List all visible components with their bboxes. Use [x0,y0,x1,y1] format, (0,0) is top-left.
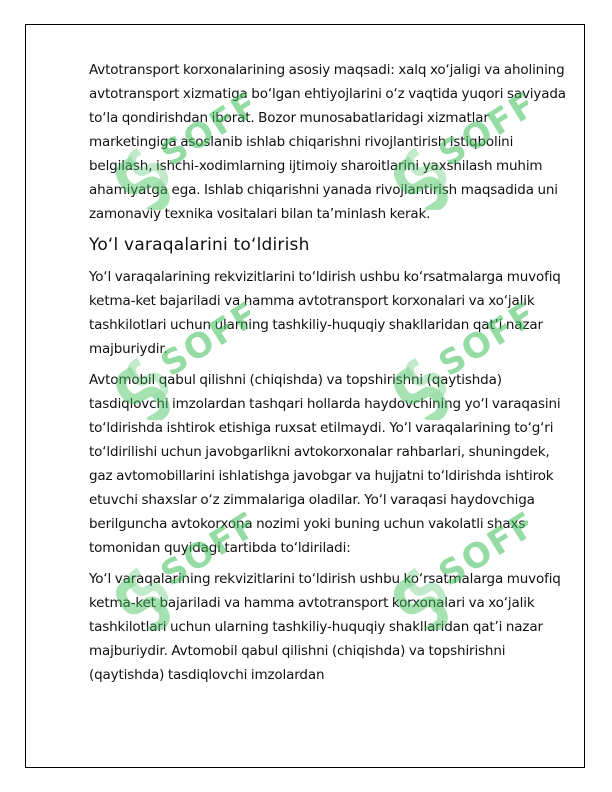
body-paragraph-1: Yo‘l varaqalarining rekvizitlarini to‘ldirish ushbu ko‘rsatmalarga muvofiq ketma-ket bajariladi va hamma avtotransport korxonalari va xo‘jalik tashkilotlari uchun ularning tashkiliy-huquqiy shakllaridan qat’i nazar majburiydir. [89,269,561,357]
svg-text:SOFF: SOFF [153,510,250,595]
intro-paragraph: Avtotransport korxonalarining asosiy maqsadi: xalq xo‘jaligi va aholining avtotransport xizmatiga bo‘lgan ehtiyojlarini o‘z vaqtida yuqori saviyada to‘la qondirishdan iborat. Bozor munosabatlaridagi xizmatlar marketingiga asoslanib ishlab chiqarishni rivojlantirish istiqbolini belgilash, ishchi-xodimlarning ijtimoiy sharoitlarini yaxshilash muhim ahamiyatga ega. Ishlab chiqarishni yanada rivojlantirish maqsadida uni zamonaviy texnika vositalari bilan ta’minlash kerak. [89,62,566,222]
document-body [89,58,567,694]
svg-text:SOFF: SOFF [153,300,250,385]
section-heading: Yo‘l varaqalarini to‘ldirish [89,235,310,255]
svg-text:SOFF: SOFF [431,90,528,175]
body-paragraph-3: Yo‘l varaqalarining rekvizitlarini to‘ldirish ushbu ko‘rsatmalarga muvofiq ketma-ket bajariladi va hamma avtotransport korxonalari va xo‘jalik tashkilotlari uchun ularning tashkiliy-huquqiy shakllaridan qat’i nazar majburiydir. Avtomobil qabul qilishni (chiqishda) va topshirishni (qaytishda) tasdiqlovchi imzolardan [89,571,561,683]
svg-text:SOFF: SOFF [431,510,528,595]
body-paragraph-2: Avtomobil qabul qilishni (chiqishda) va topshirishni (qaytishda) tasdiqlovchi imzolardan tashqari hollarda haydovchining yo‘l varaqasini to‘ldirishda ishtirok etishiga ruxsat etilmaydi. Yo‘l varaqalarining to‘g‘ri to‘ldirilishi uchun javobgarlikni avtokorxonalar rahbarlari, shuningdek, gaz avtomobillarini ishlatishga javobgar va hujjatni to‘ldirishda ishtirok etuvchi shaxslar o‘z zimmalariga oladilar. Yo‘l varaqasi haydovchiga berilguncha avtokorxona nozimi yoki buning uchun vakolatli shaxs tomonidan quyidagi tartibda to‘ldiriladi: [89,372,561,556]
svg-text:SOFF: SOFF [153,90,250,175]
document-page [25,24,585,768]
svg-text:SOFF: SOFF [431,300,528,385]
